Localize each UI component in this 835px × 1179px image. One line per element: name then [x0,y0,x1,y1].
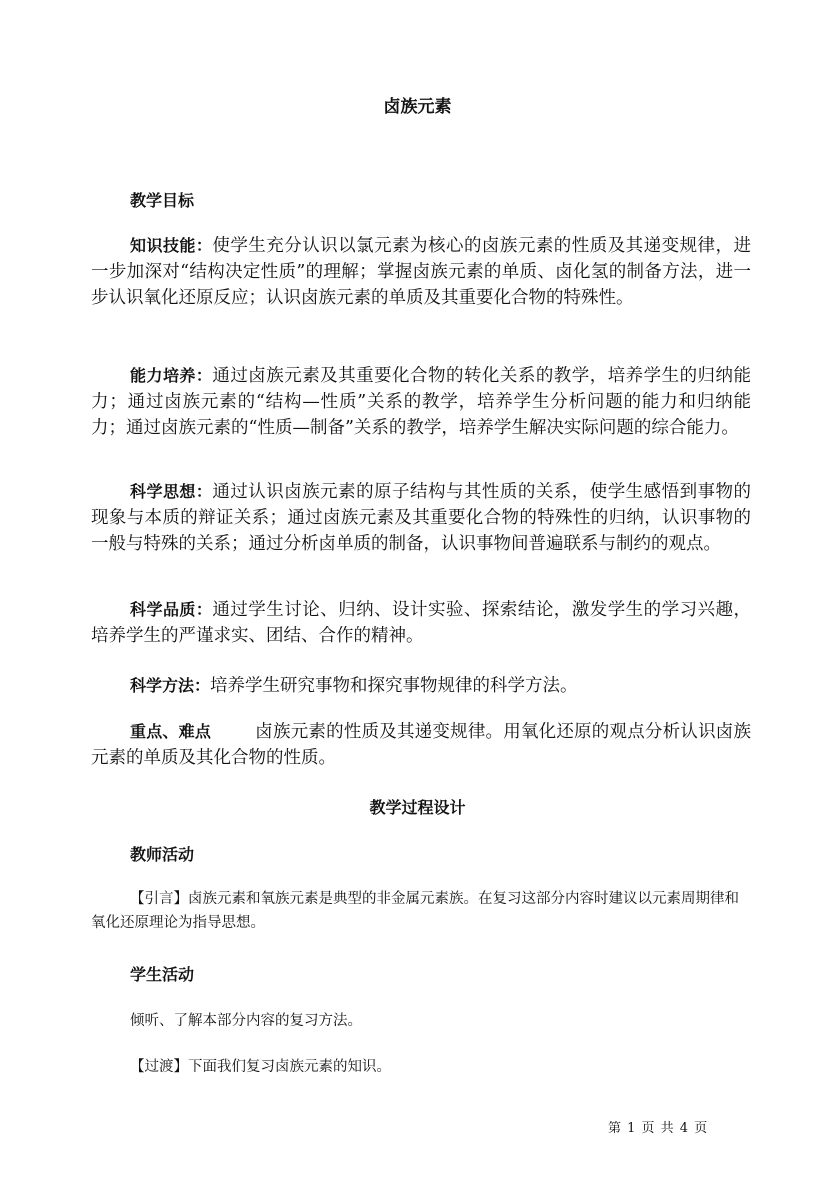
method-label: 科学方法： [130,676,211,695]
process-heading: 教学过程设计 [369,798,466,817]
student-paragraph: 倾听、了解本部分内容的复习方法。 [130,1013,362,1029]
ability-label: 能力培养： [130,366,213,385]
goals-heading: 教学目标 [130,191,195,210]
keypoints-label: 重点、难点 [130,722,212,741]
ability-paragraph [91,363,751,441]
knowledge-label: 知识技能： [130,236,213,255]
knowledge-text: 使学生充分认识以氯元素为核心的卤族元素的性质及其递变规律，进一步加深对“结构决定性质”的理解；掌握卤族元素的单质、卤化氢的制备方法，进一步认识氧化还原反应；认识卤族元素的单质及其重要化合物的特殊性。 [91,236,751,308]
page-footer: 第 1 页 共 4 页 [608,1121,709,1136]
ability-text: 通过卤族元素及其重要化合物的转化关系的教学，培养学生的归纳能力；通过卤族元素的“结构—性质”关系的教学，培养学生分析问题的能力和归纳能力；通过卤族元素的“性质—制备”关系的教学，培养学生解决实际问题的综合能力。 [91,366,751,438]
student-heading: 学生活动 [130,965,195,984]
teacher-heading: 教师活动 [130,845,195,864]
quality-text: 通过学生讨论、归纳、设计实验、探索结论，激发学生的学习兴趣，培养学生的严谨求实、团结、合作的精神。 [91,600,751,646]
method-text: 培养学生研究事物和探究事物规律的科学方法。 [210,676,578,696]
keypoints-text: 卤族元素的性质及其递变规律。用氧化还原的观点分析认识卤族元素的单质及其化合物的性质。 [91,722,751,768]
keypoints-paragraph [91,719,751,771]
knowledge-paragraph [91,233,751,311]
thinking-label: 科学思想： [130,482,213,501]
thinking-text: 通过认识卤族元素的原子结构与其性质的关系，使学生感悟到事物的现象与本质的辩证关系；通过卤族元素及其重要化合物的特殊性的归纳，认识事物的一般与特殊的关系；通过分析卤单质的制备，认识事物间普遍联系与制约的观点。 [91,482,751,554]
quality-paragraph [91,597,751,649]
intro-paragraph: 【引言】卤族元素和氧族元素是典型的非金属元素族。在复习这部分内容时建议以元素周期律和氧化还原理论为指导思想。 [91,891,739,931]
thinking-paragraph [91,479,751,557]
transition-paragraph: 【过渡】下面我们复习卤族元素的知识。 [130,1059,391,1075]
quality-label: 科学品质： [130,600,213,619]
method-paragraph [91,673,751,699]
document-title: 卤族元素 [383,97,452,117]
